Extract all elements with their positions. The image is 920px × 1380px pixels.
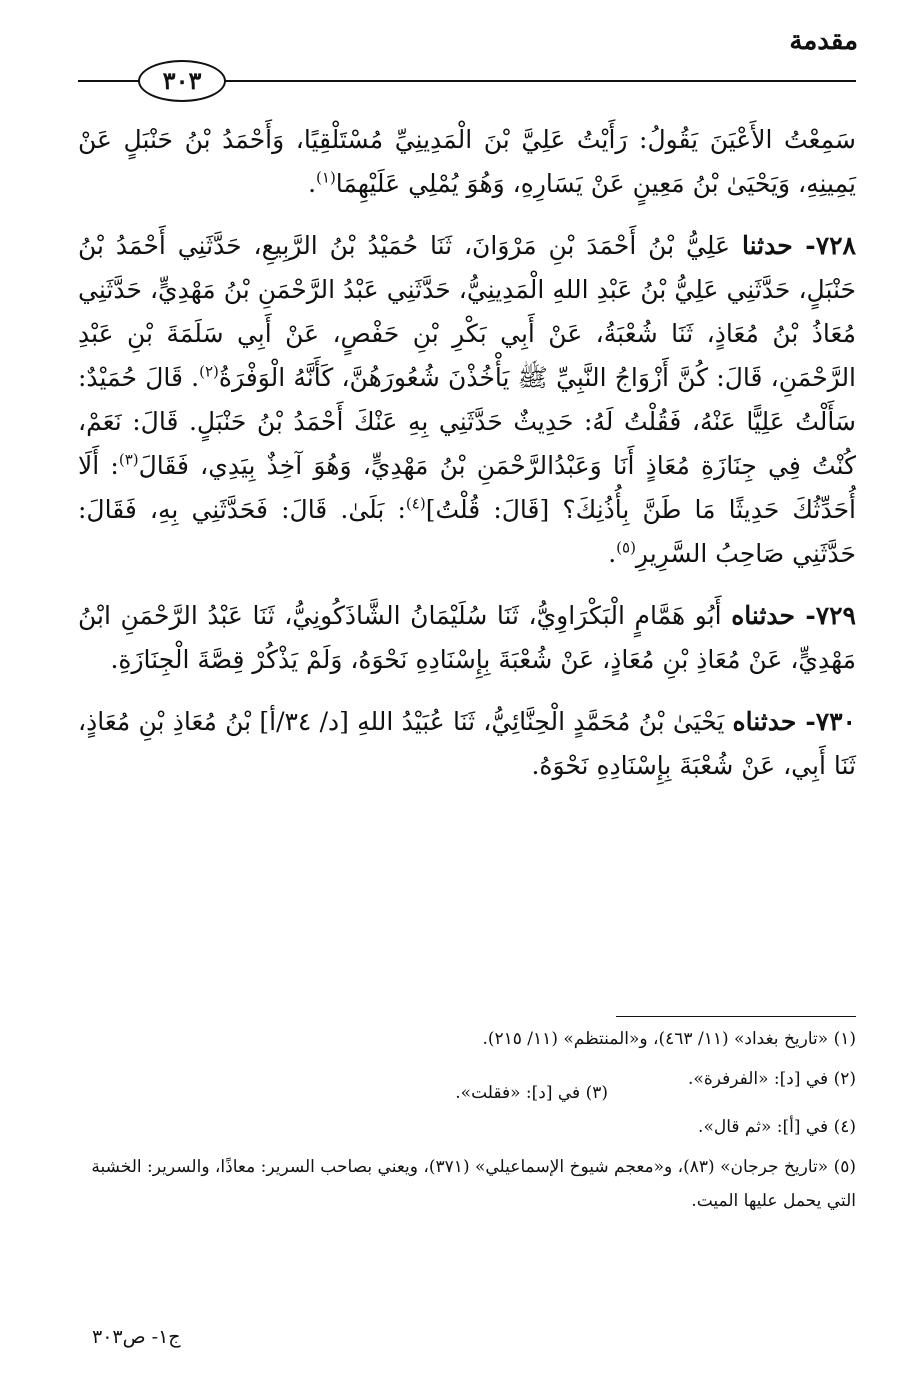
- hadith-end: .: [608, 539, 617, 568]
- footnote-3: (٣) في [د]: «فقلت».: [455, 1083, 609, 1103]
- footnote-1: (١) «تاريخ بغداد» (١١/ ٤٦٣)، و«المنتظم» (١١/ ٢١٥).: [482, 1029, 856, 1049]
- main-text: [78, 118, 856, 806]
- hadith-number: ٧٢٩-: [794, 601, 856, 630]
- footnote-4: (٤) في [أ]: «ثم قال».: [698, 1117, 856, 1137]
- footnotes: [78, 1022, 856, 1224]
- hadith-729: [78, 594, 856, 682]
- footnote-2: (٢) في [د]: «الفرفرة».: [688, 1069, 856, 1089]
- hadith-number: ٧٢٨-: [792, 231, 856, 260]
- footnote-ref-3[interactable]: (٣): [118, 450, 139, 469]
- hadith-text: : بَلَىٰ. قَالَ: فَحَدَّثَنِي بِهِ، فَقَالَ: حَدَّثَنِي صَاحِبُ السَّرِيرِ: [78, 495, 856, 568]
- footnote-ref-4[interactable]: (٤): [405, 494, 426, 513]
- hadith-728: [78, 224, 856, 576]
- hadith-text: : أَلَا أُحَدِّثُكَ حَدِيثًا مَا طَنَّ بِأُذُنِكَ؟ [قَالَ: قُلْتُ]: [78, 451, 856, 524]
- footnote-ref-2[interactable]: (٢): [199, 362, 219, 381]
- page-number-badge: ٣٠٣: [138, 60, 226, 102]
- footnote-ref-5[interactable]: (٥): [616, 538, 636, 557]
- hadith-text: أَبُو هَمَّامٍ الْبَكْرَاوِيُّ، ثَنَا سُلَيْمَانُ الشَّاذَكُونِيُّ، ثَنَا عَبْدُ الرَّحْمَنِ ابْنُ مَهْدِيٍّ، عَنْ مُعَاذِ بْنِ مُعَاذٍ، عَنْ شُعْبَةَ بِإِسْنَادِهِ نَحْوَهُ، وَلَمْ يَذْكُرْ قِصَّةَ الْجِنَازَةِ.: [78, 601, 856, 674]
- hadith-number: ٧٣٠-: [796, 707, 856, 736]
- hadith-keyword: حدثناه: [732, 707, 797, 736]
- hadith-text: عَلِيُّ بْنُ أَحْمَدَ بْنِ مَرْوَانَ، ثَنَا حُمَيْدُ بْنُ الرَّبِيعِ، حَدَّثَنِي أَحْمَدُ بْنُ حَنْبَلٍ، حَدَّثَنِي عَلِيُّ بْنُ عَبْدِ اللهِ الْمَدِينِيُّ، حَدَّثَنِي عَبْدُ الرَّحْمَنِ بْنُ مَهْدِيٍّ، حَدَّثَنِي مُعَاذُ بْنُ مُعَاذٍ، ثَنَا شُعْبَةُ، عَنْ أَبِي بَكْرِ بْنِ حَفْصٍ، عَنْ أَبِي سَلَمَةَ بْنِ عَبْدِ الرَّحْمَنِ، قَالَ: كُنَّ أَزْوَاجُ النَّبِيِّ ﷺ يَأْخُذْنَ شُعُورَهُنَّ، كَأَنَّهُ الْوَفْرَةُ: [78, 231, 857, 392]
- paragraph-intro: [78, 118, 856, 206]
- hadith-730: [78, 700, 856, 788]
- footnote-row: [78, 1062, 856, 1110]
- hadith-keyword: حدثنا: [741, 231, 793, 260]
- paragraph-end: .: [308, 169, 317, 198]
- hadith-text: يَحْيَىٰ بْنُ مُحَمَّدٍ الْحِنَّائِيُّ، ثَنَا عُبَيْدُ اللهِ [د/ ٣٤/أ] بْنُ مُعَاذِ بْنِ مُعَاذٍ، ثَنَا أَبِي، عَنْ شُعْبَةَ بِإِسْنَادِهِ نَحْوَهُ.: [78, 707, 856, 780]
- hadith-keyword: حدثناه: [731, 601, 795, 630]
- footnote-ref-1[interactable]: (١): [316, 168, 336, 187]
- volume-page-marker: ج١- ص٣٠٣: [92, 1326, 181, 1348]
- paragraph-text: سَمِعْتُ الأَعْيَنَ يَقُولُ: رَأَيْتُ عَلِيَّ بْنَ الْمَدِينِيِّ مُسْتَلْقِيًا، وَأَحْمَدُ بْنُ حَنْبَلٍ عَنْ يَمِينِهِ، وَيَحْيَىٰ بْنُ مَعِينٍ عَنْ يَسَارِهِ، وَهُوَ يُمْلِي عَلَيْهِمَا: [78, 125, 856, 198]
- footnote-5: (٥) «تاريخ جرجان» (٨٣)، و«معجم شيوخ الإسماعيلي» (٣٧١)، ويعني بصاحب السرير: معاذًا، والسرير: الخشبة التي يحمل عليها الميت.: [91, 1157, 856, 1211]
- chapter-title: مقدمة: [789, 26, 858, 56]
- footnote-rule: [616, 1016, 856, 1017]
- hadith-text: . قَالَ حُمَيْدٌ: سَأَلْتُ عَلِيًّا عَنْهُ، فَقُلْتُ لَهُ: حَدِيثٌ حَدَّثَنِي بِهِ عَنْكَ أَحْمَدُ بْنُ حَنْبَلٍ. قَالَ: نَعَمْ، كُنْتُ فِي جِنَازَةِ مُعَاذٍ أَنَا وَعَبْدُالرَّحْمَنِ بْنُ مَهْدِيٍّ، وَهُوَ آخِذٌ بِيَدِي، فَقَالَ: [78, 363, 856, 480]
